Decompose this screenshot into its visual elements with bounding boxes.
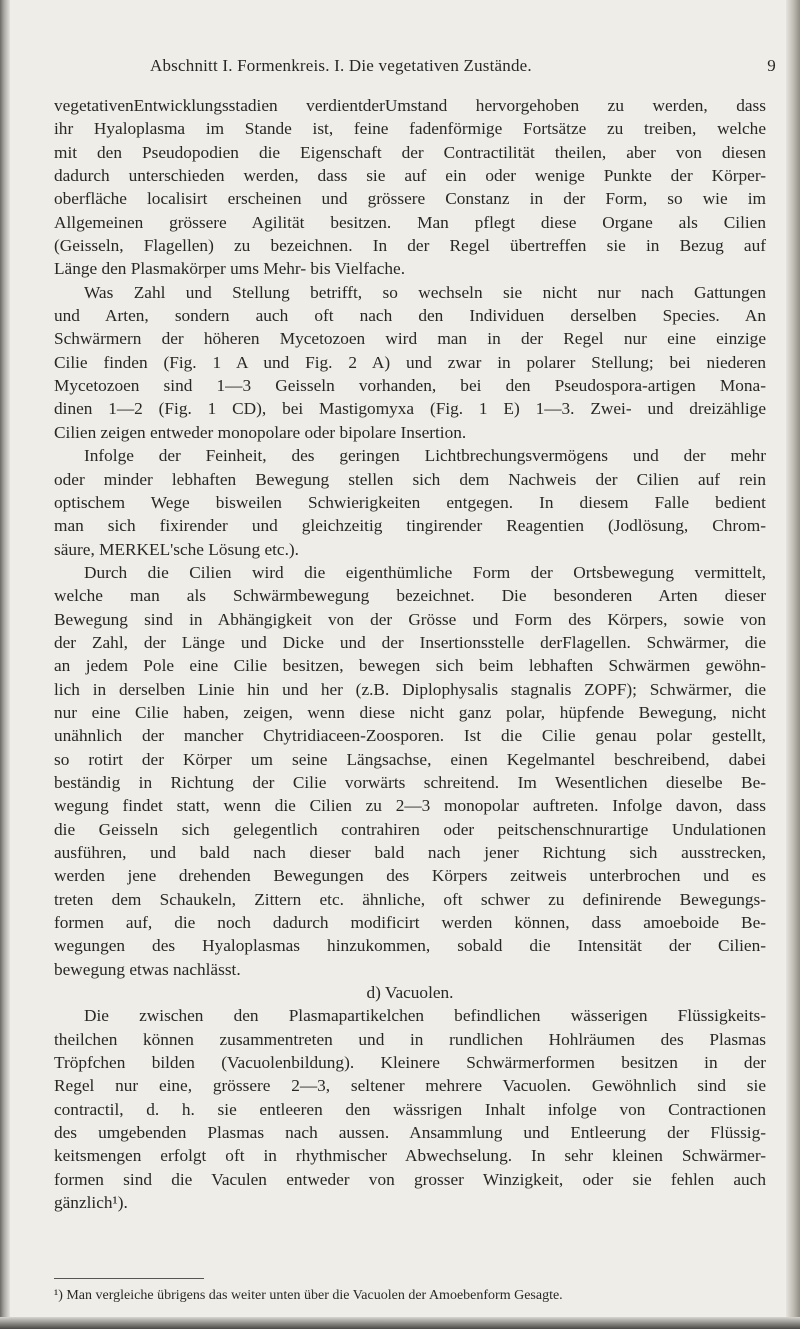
text-line: Schwärmern der höheren Mycetozoen wird man in der Regel nur eine einzige (54, 329, 766, 349)
text-line: und Arten, sondern auch oft nach den Individuen derselben Species. An (54, 306, 766, 326)
text-line: Infolge der Feinheit, des geringen Lichtbrechungsvermögens und der mehr (84, 446, 766, 466)
text-line: dadurch unterschieden werden, dass sie auf ein oder wenige Punkte der Körper- (54, 166, 766, 186)
paragraph (54, 561, 766, 981)
section-heading: d) Vacuolen. (366, 983, 454, 1003)
text-line: so rotirt der Körper um seine Längsachse, einen Kegelmantel beschreibend, dabei (54, 749, 766, 769)
text-line: des umgebenden Plasmas nach aussen. Ansammlung und Entleerung der Flüssig- (54, 1123, 766, 1143)
page-right-edge (786, 0, 800, 1329)
text-line: nur eine Cilie haben, zeigen, wenn diese nicht ganz polar, hüpfende Bewegung, nicht (54, 702, 766, 722)
text-line: Regel nur eine, grössere 2—3, seltener mehrere Vacuolen. Gewöhnlich sind sie (54, 1076, 766, 1096)
text-line: lich in derselben Linie hin und her (z.B. Diplophysalis stagnalis ZOPF); Schwärmer, die (54, 679, 766, 699)
text-line: beständig in Richtung der Cilie vorwärts schreitend. Im Wesentlichen dieselbe Be- (54, 772, 766, 792)
text-line: Bewegung sind in Abhängigkeit von der Grösse und Form des Körpers, sowie von (54, 609, 766, 629)
page-left-edge (0, 0, 10, 1329)
text-line: unähnlich der mancher Chytridiaceen-Zoosporen. Ist die Cilie genau polar gestellt, (54, 726, 766, 746)
running-header (150, 56, 790, 80)
page-number: 9 (767, 56, 776, 75)
text-line: (Geisseln, Flagellen) zu bezeichnen. In der Regel übertreffen sie in Bezug auf (54, 236, 766, 256)
text-line: Mycetozoen sind 1—3 Geisseln vorhanden, bei den Pseudospora-artigen Mona- (54, 376, 766, 396)
text-line: formen auf, die noch dadurch modificirt werden können, dass amoeboide Be- (54, 913, 766, 933)
vacuolen-paragraph (54, 1004, 766, 1214)
text-line: ihr Hyaloplasma im Stande ist, feine fadenförmige Fortsätze zu treiben, welche (54, 119, 766, 139)
text-line: dinen 1—2 (Fig. 1 CD), bei Mastigomyxa (Fig. 1 E) 1—3. Zwei- und dreizählige (54, 399, 766, 419)
text-line: werden jene drehenden Bewegungen des Körpers zeitweis unterbrochen und es (54, 866, 766, 886)
text-line: vegetativenEntwicklungsstadien verdientderUmstand hervorgehoben zu werden, dass (54, 96, 766, 115)
paragraph (54, 94, 766, 281)
text-line: der Zahl, der Länge und Dicke und der Insertionsstelle derFlagellen. Schwärmer, die (54, 632, 766, 652)
text-line: Cilien zeigen entweder monopolare oder bipolare Insertion. (54, 422, 467, 442)
text-line: Tröpfchen bilden (Vacuolenbildung). Kleinere Schwärmerformen besitzen in der (54, 1053, 766, 1073)
text-line: Länge den Plasmakörper ums Mehr- bis Vielfache. (54, 259, 406, 279)
text-line: bewegung etwas nachlässt. (54, 959, 241, 979)
text-line: oberfläche localisirt erscheinen und grössere Constanz in der Form, so wie im (54, 189, 766, 209)
page-bottom-edge (0, 1317, 800, 1329)
text-line: wegung findet statt, wenn die Cilien zu 2—3 monopolar auftreten. Infolge davon, dass (54, 796, 766, 816)
paragraphs (54, 94, 766, 981)
text-line: mit den Pseudopodien die Eigenschaft der Contractilität theilen, aber von diesen (54, 142, 766, 162)
text-line: Cilie finden (Fig. 1 A und Fig. 2 A) und zwar in polarer Stellung; bei niederen (54, 352, 766, 372)
text-line: säure, MERKEL'sche Lösung etc.). (54, 539, 299, 559)
footnote-rule (54, 1278, 204, 1279)
text-line: die Geisseln sich gelegentlich contrahiren oder peitschenschnurartige Undulationen (54, 819, 766, 839)
text-line: oder minder lebhaften Bewegung stellen sich dem Nachweis der Cilien auf rein (54, 469, 766, 489)
text-line: Durch die Cilien wird die eigenthümliche Form der Ortsbewegung vermittelt, (84, 562, 766, 582)
text-line: Die zwischen den Plasmapartikelchen befindlichen wässerigen Flüssigkeits- (84, 1006, 766, 1026)
text-line: wegungen des Hyaloplasmas hinzukommen, sobald die Intensität der Cilien- (54, 936, 766, 956)
text-line: welche man als Schwärmbewegung bezeichnet. Die besonderen Arten dieser (54, 586, 766, 606)
text-line: keitsmengen erfolgt oft in rhythmischer Abwechselung. In sehr kleinen Schwärmer- (54, 1146, 766, 1166)
paragraph (54, 1004, 766, 1214)
text-line: formen sind die Vaculen entweder von grosser Winzigkeit, oder sie fehlen auch (54, 1169, 766, 1189)
text-line: an jedem Pole eine Cilie besitzen, bewegen sich beim lebhaften Schwärmen gewöhn- (54, 656, 766, 676)
body-text (54, 94, 766, 1215)
text-line: man sich fixirender und gleichzeitig tingirender Reagentien (Jodlösung, Chrom- (54, 516, 766, 536)
footnote: ¹) Man vergleiche übrigens das weiter unten über die Vacuolen der Amoebenform Gesagte. (54, 1288, 563, 1303)
text-line: theilchen können zusammentreten und in rundlichen Hohlräumen des Plasmas (54, 1029, 766, 1049)
text-line: ausführen, und bald nach dieser bald nach jener Richtung sich ausstrecken, (54, 843, 766, 862)
paragraph (54, 281, 766, 444)
text-line: gänzlich¹). (54, 1193, 128, 1213)
text-line: Allgemeinen grössere Agilität besitzen. Man pflegt diese Organe als Cilien (54, 212, 766, 232)
text-line: treten dem Schaukeln, Zittern etc. ähnliche, oft schwer zu definirende Bewegungs- (54, 889, 766, 909)
text-line: contractil, d. h. sie entleeren den wässrigen Inhalt infolge von Contractionen (54, 1099, 766, 1119)
running-title: Abschnitt I. Formenkreis. I. Die vegetativen Zustände. (150, 56, 532, 75)
paragraph (54, 444, 766, 561)
text-line: Was Zahl und Stellung betrifft, so wechseln sie nicht nur nach Gattungen (84, 282, 766, 302)
text-line: optischem Wege bisweilen Schwierigkeiten entgegen. In diesem Falle bedient (54, 492, 766, 512)
